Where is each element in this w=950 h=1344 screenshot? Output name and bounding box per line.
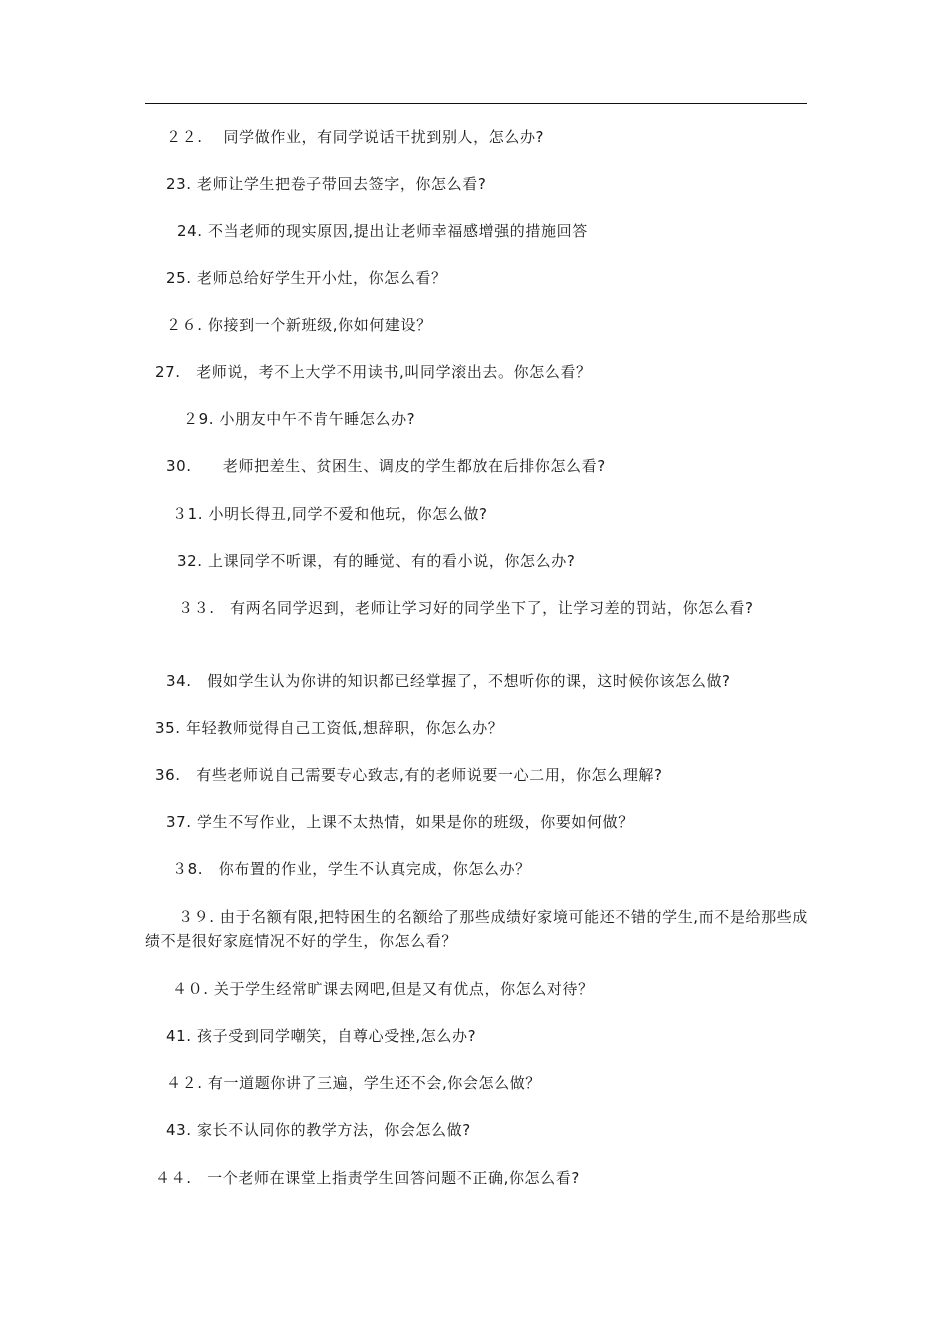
- question-40: ４０. 关于学生经常旷课去网吧,但是又有优点，你怎么对待？: [172, 980, 594, 998]
- question-30: 30. 老师把差生、贫困生、调皮的学生都放在后排你怎么看?: [166, 457, 606, 475]
- question-42: ４２. 有一道题你讲了三遍，学生还不会,你会怎么做？: [166, 1074, 541, 1092]
- question-22: ２２. 同学做作业，有同学说话干扰到别人，怎么办?: [166, 128, 545, 146]
- question-31: ３1. 小明长得丑,同学不爱和他玩，你怎么做?: [172, 505, 488, 523]
- question-43: 43. 家长不认同你的教学方法，你会怎么做?: [166, 1121, 471, 1139]
- question-44: ４４. 一个老师在课堂上指责学生回答问题不正确,你怎么看?: [155, 1169, 580, 1187]
- question-24: 24. 不当老师的现实原因,提出让老师幸福感增强的措施回答: [177, 222, 588, 240]
- question-26: ２６. 你接到一个新班级,你如何建设？: [166, 316, 432, 334]
- question-29: ２9. 小朋友中午不肯午睡怎么办?: [183, 410, 416, 428]
- question-32: 32. 上课同学不听课，有的睡觉、有的看小说，你怎么办?: [177, 552, 576, 570]
- question-38: ３8. 你布置的作业，学生不认真完成，你怎么办？: [172, 860, 531, 878]
- question-35: 35. 年轻教师觉得自己工资低,想辞职，你怎么办？: [155, 719, 504, 737]
- header-rule: [145, 103, 807, 104]
- question-37: 37. 学生不写作业，上课不太热情，如果是你的班级，你要如何做？: [166, 813, 634, 831]
- question-27: 27. 老师说，考不上大学不用读书,叫同学滚出去。你怎么看？: [155, 363, 592, 381]
- question-36: 36. 有些老师说自己需要专心致志,有的老师说要一心二用，你怎么理解?: [155, 766, 663, 784]
- question-25: 25. 老师总给好学生开小灶，你怎么看？: [166, 269, 447, 287]
- question-34: 34. 假如学生认为你讲的知识都已经掌握了，不想听你的课，这时候你该怎么做?: [166, 672, 731, 690]
- question-39: ３９. 由于名额有限,把特困生的名额给了那些成绩好家境可能还不错的学生,而不是给那些成绩不是很好家庭情况不好的学生，你怎么看？: [145, 908, 808, 950]
- question-33: ３３. 有两名同学迟到，老师让学习好的同学坐下了，让学习差的罚站，你怎么看?: [178, 599, 754, 617]
- question-41: 41. 孩子受到同学嘲笑，自尊心受挫,怎么办?: [166, 1027, 477, 1045]
- question-23: 23. 老师让学生把卷子带回去签字，你怎么看?: [166, 175, 487, 193]
